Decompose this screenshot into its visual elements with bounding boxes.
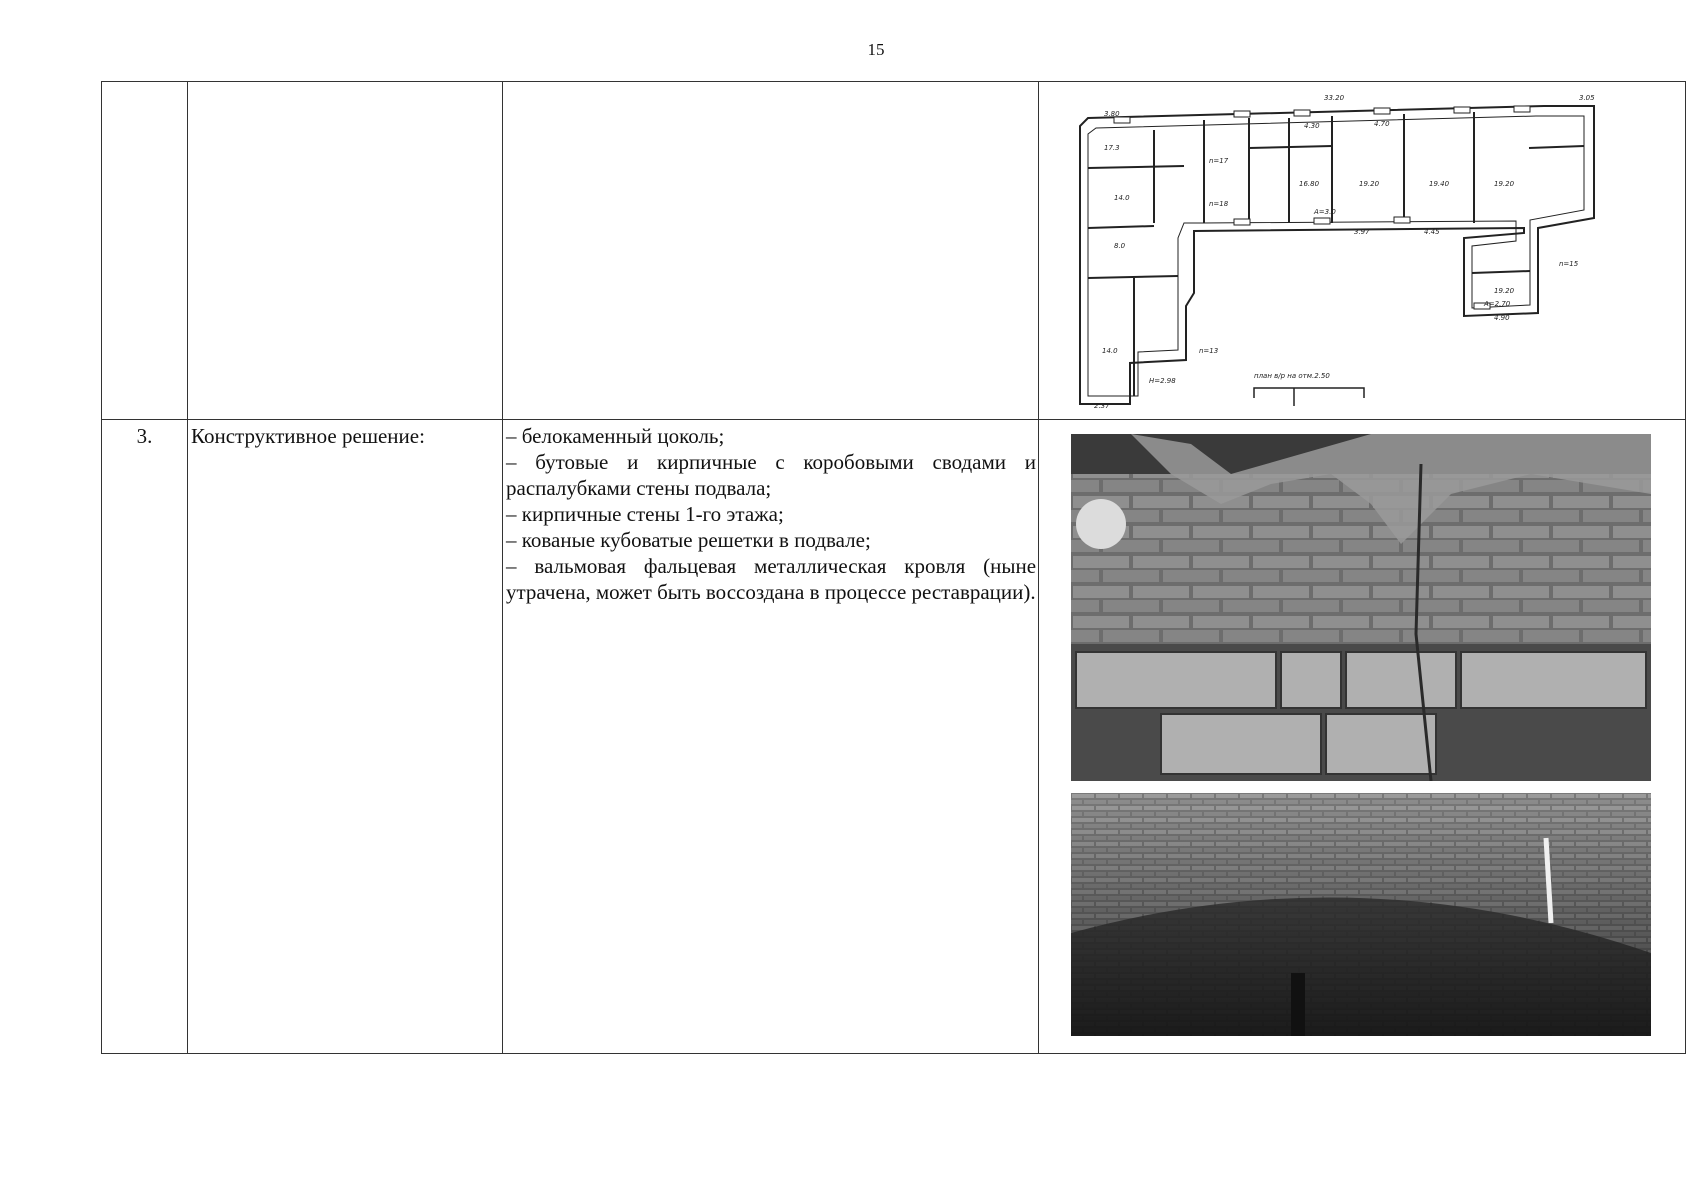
plan-dim-label: 33.20 xyxy=(1324,94,1345,102)
plan-room-label: 19.20 xyxy=(1359,180,1380,188)
plan-note: план в/р на отм.2.50 xyxy=(1254,372,1330,380)
vault-photo xyxy=(1071,793,1651,1036)
plan-note: А=2.70 xyxy=(1484,300,1511,308)
plan-room-label: 16.80 xyxy=(1299,180,1320,188)
floor-plan-drawing xyxy=(1074,88,1674,413)
row-description-cell xyxy=(503,420,1039,1054)
plan-room-label: 8.0 xyxy=(1114,242,1126,250)
floor-plan-cell xyxy=(1039,82,1686,420)
row-description-cell xyxy=(503,82,1039,420)
plan-dim-label: 2.37 xyxy=(1094,402,1110,410)
list-item: – бутовые и кирпичные с коробовыми сводами и распалубками стены подвала; xyxy=(506,449,1036,501)
construction-list xyxy=(506,423,1036,605)
plan-dim-label: 4.30 xyxy=(1304,122,1320,130)
plan-note: Н=2.98 xyxy=(1149,377,1176,385)
plan-dim-label: 4.90 xyxy=(1494,314,1510,322)
plan-room-label: 19.20 xyxy=(1494,180,1515,188)
plan-dim-label: 3.97 xyxy=(1354,228,1370,236)
page-number: 15 xyxy=(867,40,885,59)
list-item: – кованые кубоватые решетки в подвале; xyxy=(506,527,1036,553)
plan-dim-label: 4.70 xyxy=(1374,120,1390,128)
plan-room-label: 17.3 xyxy=(1104,144,1120,152)
row-label-cell: Конструктивное решение: xyxy=(188,420,503,1054)
table-row xyxy=(102,82,1686,420)
plan-dim-label: 3.80 xyxy=(1104,110,1120,118)
plan-note: А=3.0 xyxy=(1314,208,1336,216)
row-number-cell: 3. xyxy=(102,420,188,1054)
plan-room-label: 19.40 xyxy=(1429,180,1450,188)
list-item: – белокаменный цоколь; xyxy=(506,423,1036,449)
table-row xyxy=(102,420,1686,1054)
row-number-cell xyxy=(102,82,188,420)
document-table xyxy=(101,81,1686,1054)
plan-room-label: 14.0 xyxy=(1114,194,1130,202)
plan-note: n=17 xyxy=(1209,157,1229,165)
plan-note: n=18 xyxy=(1209,200,1229,208)
plan-room-label: 19.20 xyxy=(1494,287,1515,295)
list-item: – кирпичные стены 1-го этажа; xyxy=(506,501,1036,527)
plan-note: n=15 xyxy=(1559,260,1579,268)
plan-dim-label: 3.05 xyxy=(1579,94,1595,102)
plan-dim-label: 4.45 xyxy=(1424,228,1440,236)
list-item: – вальмовая фальцевая металлическая кровля (ныне утрачена, может быть воссоздана в процессе реставрации). xyxy=(506,553,1036,605)
wall-photo xyxy=(1071,434,1651,781)
row-label-cell xyxy=(188,82,503,420)
plan-note: n=13 xyxy=(1199,347,1219,355)
photos-cell xyxy=(1039,420,1686,1054)
plan-room-label: 14.0 xyxy=(1102,347,1118,355)
